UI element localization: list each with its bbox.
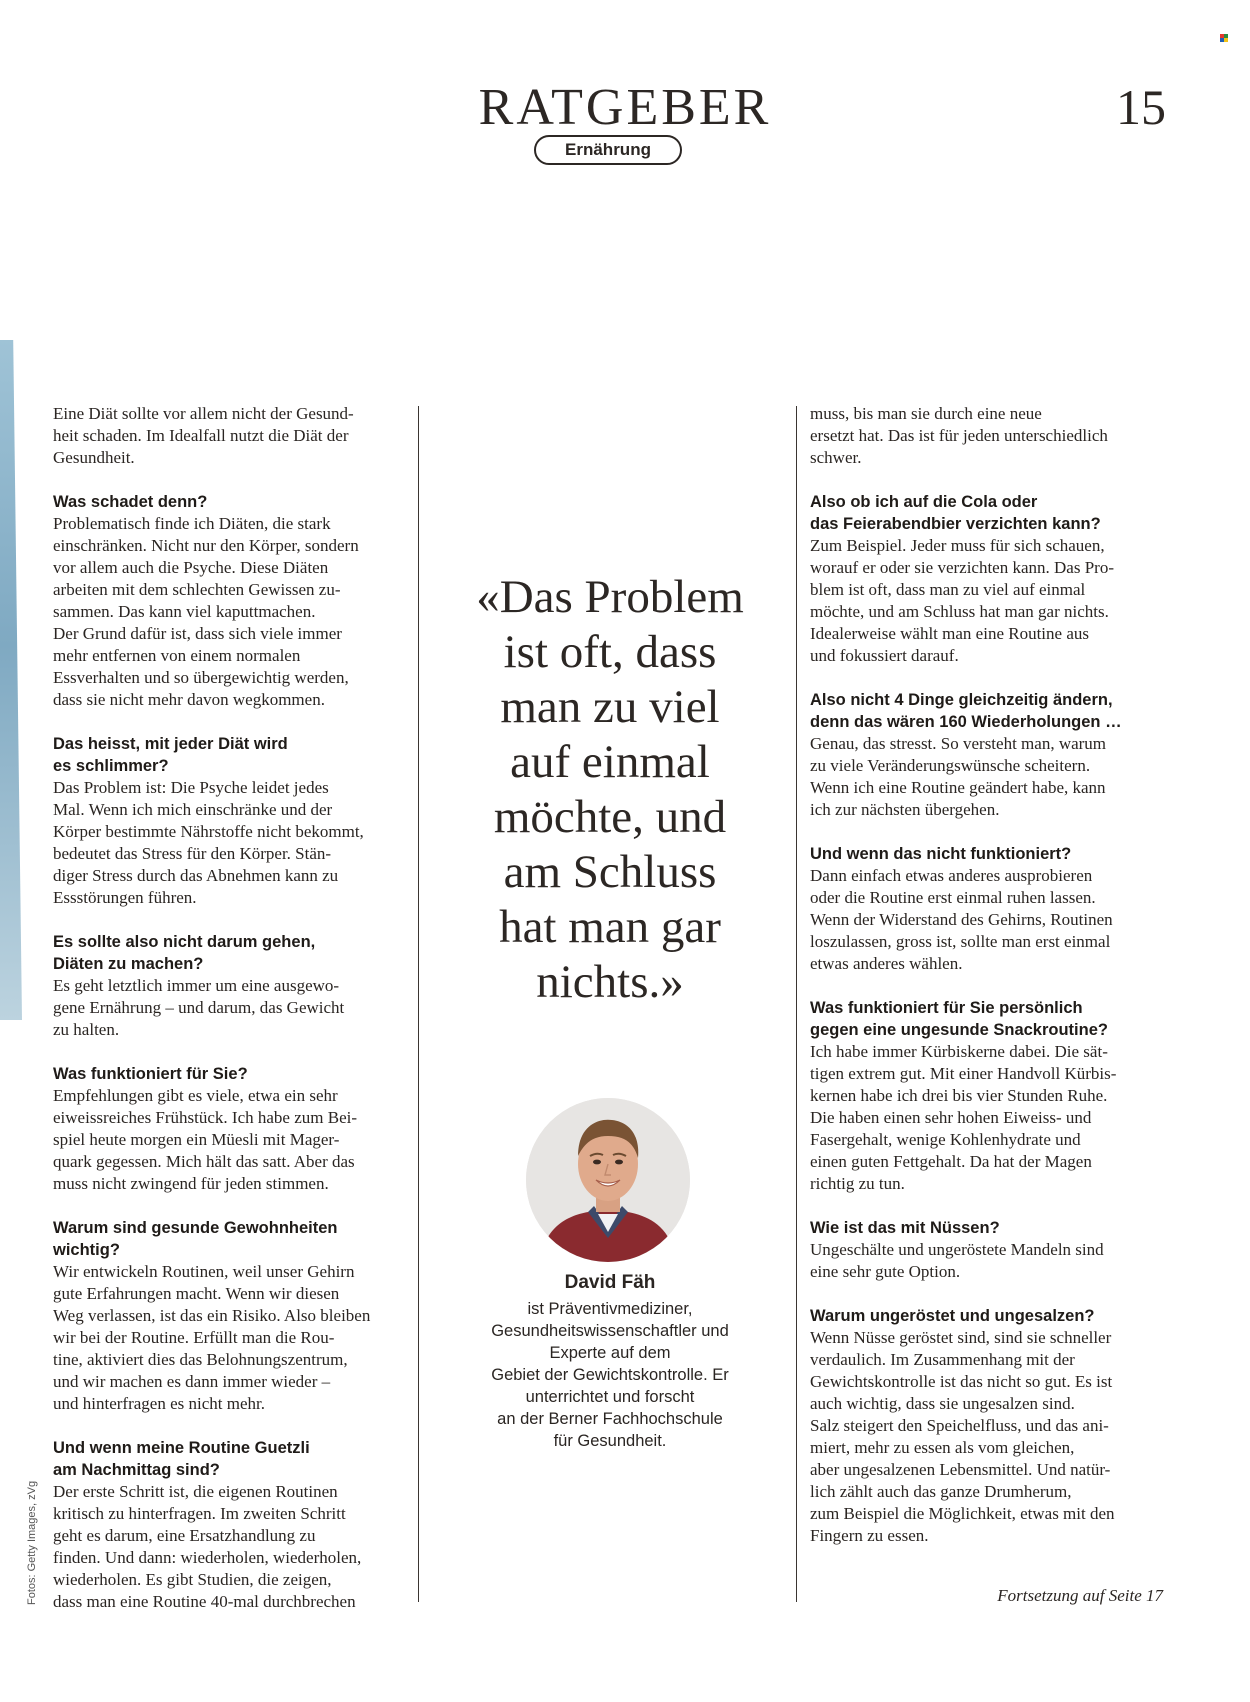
answer-line: Dann einfach etwas anderes ausprobieren — [810, 866, 1093, 885]
expert-bio — [445, 1270, 775, 1452]
question — [810, 689, 1172, 733]
answer — [810, 535, 1172, 667]
answer-line: zum Beispiel die Möglichkeit, etwas mit den — [810, 1504, 1115, 1523]
answer-line: worauf er oder sie verzichten kann. Das Pro- — [810, 558, 1114, 577]
cropped-photo-edge — [0, 340, 22, 1020]
quote-line: möchte, und — [493, 791, 727, 843]
answer-line: einschränken. Nicht nur den Körper, sondern — [53, 536, 359, 555]
answer-line: und fokussiert darauf. — [810, 646, 959, 665]
qa-block — [53, 491, 415, 711]
answer-line: Empfehlungen gibt es viele, etwa ein sehr — [53, 1086, 338, 1105]
question-line: Also nicht 4 Dinge gleichzeitig ändern, — [810, 691, 1113, 709]
answer — [810, 1239, 1172, 1283]
answer-line: Der erste Schritt ist, die eigenen Routinen — [53, 1482, 338, 1501]
answer-line: Das Problem ist: Die Psyche leidet jedes — [53, 778, 329, 797]
section-tag: Ernährung — [534, 135, 682, 165]
answer-line: gute Erfahrungen macht. Wenn wir diesen — [53, 1284, 340, 1303]
print-color-mark — [1220, 34, 1228, 42]
answer-line: miert, mehr zu essen als vom gleichen, — [810, 1438, 1075, 1457]
qa-block — [53, 1217, 415, 1415]
answer-line: richtig zu tun. — [810, 1174, 905, 1193]
bio-line: für Gesundheit. — [553, 1432, 667, 1450]
qa-block — [53, 1063, 415, 1195]
answer-line: Problematisch finde ich Diäten, die stark — [53, 514, 331, 533]
qa-block — [53, 733, 415, 909]
qa-block — [810, 689, 1172, 821]
text-line: Gesundheit. — [53, 448, 135, 467]
answer-line: bedeutet das Stress für den Körper. Stän- — [53, 844, 332, 863]
answer — [810, 733, 1172, 821]
answer-line: Ungeschälte und ungeröstete Mandeln sind — [810, 1240, 1104, 1259]
answer-line: auch wichtig, dass sie ungesalzen sind. — [810, 1394, 1075, 1413]
section-title: RATGEBER — [478, 79, 772, 136]
answer-line: Es geht letztlich immer um eine ausgewo- — [53, 976, 340, 995]
expert-portrait — [526, 1098, 690, 1262]
question — [810, 1217, 1172, 1239]
answer-line: gene Ernährung – und darum, das Gewicht — [53, 998, 345, 1017]
question-line: Und wenn meine Routine Guetzli — [53, 1439, 310, 1457]
quote-line: auf einmal — [510, 736, 710, 788]
question-line: Wie ist das mit Nüssen? — [810, 1219, 1000, 1237]
question-line: Warum ungeröstet und ungesalzen? — [810, 1307, 1095, 1325]
text-line: muss, bis man sie durch eine neue — [810, 404, 1042, 423]
question-line: Also ob ich auf die Cola oder — [810, 493, 1038, 511]
answer-line: etwas anderes wählen. — [810, 954, 963, 973]
answer-line: und hinterfragen es nicht mehr. — [53, 1394, 265, 1413]
answer-line: Essverhalten und so übergewichtig werden, — [53, 668, 349, 687]
bio-line: Experte auf dem — [549, 1344, 671, 1362]
answer-line: Wenn Nüsse geröstet sind, sind sie schneller — [810, 1328, 1112, 1347]
answer-line: vor allem auch die Psyche. Diese Diäten — [53, 558, 329, 577]
bio-line: an der Berner Fachhochschule — [497, 1410, 723, 1428]
answer-line: Mal. Wenn ich mich einschränke und der — [53, 800, 333, 819]
bio-line: unterrichtet und forscht — [525, 1388, 695, 1406]
text-line: ersetzt hat. Das ist für jeden unterschiedlich — [810, 426, 1108, 445]
answer-line: oder die Routine erst einmal ruhen lassen. — [810, 888, 1096, 907]
qa-block — [810, 491, 1172, 667]
quote-line: man zu viel — [500, 681, 720, 733]
answer-line: ich zur nächsten übergehen. — [810, 800, 1000, 819]
answer-line: Der Grund dafür ist, dass sich viele immer — [53, 624, 342, 643]
answer-line: muss nicht zwingend für jeden stimmen. — [53, 1174, 329, 1193]
question — [53, 491, 415, 513]
qa-block — [810, 1305, 1172, 1547]
qa-block — [810, 843, 1172, 975]
answer-line: blem ist oft, dass man zu viel auf einmal — [810, 580, 1086, 599]
answer-line: Wir entwickeln Routinen, weil unser Gehirn — [53, 1262, 355, 1281]
question — [53, 1217, 415, 1261]
answer — [53, 975, 415, 1041]
answer-line: finden. Und dann: wiederholen, wiederholen, — [53, 1548, 362, 1567]
right-text-column — [810, 403, 1172, 1569]
answer-line: Weg verlassen, ist das ein Risiko. Also bleiben — [53, 1306, 371, 1325]
answer-line: zu halten. — [53, 1020, 120, 1039]
qa-block — [53, 931, 415, 1041]
bio-line: ist Präventivmediziner, — [527, 1300, 693, 1318]
answer-line: und wir machen es dann immer wieder – — [53, 1372, 331, 1391]
answer-line: dass man eine Routine 40-mal durchbrechen — [53, 1592, 356, 1611]
answer-line: Körper bestimmte Nährstoffe nicht bekommt, — [53, 822, 364, 841]
quote-line: hat man gar — [499, 901, 721, 953]
quote-line: nichts.» — [536, 956, 684, 1008]
question-line: Was funktioniert für Sie persönlich — [810, 999, 1083, 1017]
expert-name: David Fäh — [564, 1272, 656, 1293]
question-line: Warum sind gesunde Gewohnheiten — [53, 1219, 338, 1237]
question-line: gegen eine ungesunde Snackroutine? — [810, 1021, 1108, 1039]
text-line: Eine Diät sollte vor allem nicht der Gesund- — [53, 404, 354, 423]
answer-line: möchte, und am Schluss hat man gar nichts. — [810, 602, 1109, 621]
portrait-illustration — [526, 1098, 690, 1262]
answer — [810, 1041, 1172, 1195]
bio-line: Gebiet der Gewichtskontrolle. Er — [491, 1366, 729, 1384]
text-line: heit schaden. Im Idealfall nutzt die Diät der — [53, 426, 349, 445]
text-line: schwer. — [810, 448, 862, 467]
question — [810, 1305, 1172, 1327]
answer-line: arbeiten mit dem schlechten Gewissen zu- — [53, 580, 341, 599]
quote-line: am Schluss — [503, 846, 717, 898]
answer-line: Fingern zu essen. — [810, 1526, 929, 1545]
answer-line: einen guten Fettgehalt. Da hat der Magen — [810, 1152, 1092, 1171]
answer-line: Essstörungen führen. — [53, 888, 197, 907]
question — [53, 1063, 415, 1085]
question-line: Es sollte also nicht darum gehen, — [53, 933, 316, 951]
question-line: wichtig? — [53, 1241, 120, 1259]
answer-line: zu viele Veränderungswünsche scheitern. — [810, 756, 1091, 775]
answer-line: dass sie nicht mehr davon wegkommen. — [53, 690, 325, 709]
answer-line: lich zählt auch das ganze Drumherum, — [810, 1482, 1072, 1501]
answer-line: mehr entfernen von einem normalen — [53, 646, 301, 665]
answer — [810, 1327, 1172, 1547]
answer-line: tigen extrem gut. Mit einer Handvoll Kürbis- — [810, 1064, 1117, 1083]
answer — [53, 513, 415, 711]
photo-credit: Fotos: Getty Images, zVg — [26, 1480, 38, 1605]
answer-line: aber ungesalzenen Lebensmittel. Und natür- — [810, 1460, 1111, 1479]
answer-line: sammen. Das kann viel kaputtmachen. — [53, 602, 316, 621]
answer-line: Salz steigert den Speichelfluss, und das ani- — [810, 1416, 1109, 1435]
question-line: das Feierabendbier verzichten kann? — [810, 515, 1101, 533]
answer-line: Ich habe immer Kürbiskerne dabei. Die sät- — [810, 1042, 1108, 1061]
question-line: am Nachmittag sind? — [53, 1461, 220, 1479]
question-line: es schlimmer? — [53, 757, 169, 775]
answer — [53, 1261, 415, 1415]
answer — [53, 1481, 415, 1613]
answer-line: quark gegessen. Mich hält das satt. Aber das — [53, 1152, 355, 1171]
question-line: Diäten zu machen? — [53, 955, 204, 973]
answer-line: verdaulich. Im Zusammenhang mit der — [810, 1350, 1075, 1369]
qa-block — [810, 1217, 1172, 1283]
question — [53, 1437, 415, 1481]
answer-line: loszulassen, gross ist, sollte man erst einmal — [810, 932, 1111, 951]
intro-paragraph — [53, 403, 415, 469]
quote-line: ist oft, dass — [503, 626, 717, 678]
quote-line: «Das Problem — [476, 571, 744, 623]
answer-line: tine, aktiviert dies das Belohnungszentrum, — [53, 1350, 348, 1369]
question — [53, 931, 415, 975]
answer-line: eine sehr gute Option. — [810, 1262, 961, 1281]
answer — [53, 777, 415, 909]
question — [810, 843, 1172, 865]
qa-block — [53, 1437, 415, 1613]
intro-paragraph — [810, 403, 1172, 469]
answer-line: Idealerweise wählt man eine Routine aus — [810, 624, 1089, 643]
bio-line: Gesundheitswissenschaftler und — [491, 1322, 729, 1340]
question-line: Das heisst, mit jeder Diät wird — [53, 735, 288, 753]
answer-line: wiederholen. Es gibt Studien, die zeigen, — [53, 1570, 332, 1589]
answer-line: Fasergehalt, wenige Kohlenhydrate und — [810, 1130, 1081, 1149]
answer-line: spiel heute morgen ein Müesli mit Mager- — [53, 1130, 340, 1149]
answer-line: kritisch zu hinterfragen. Im zweiten Schritt — [53, 1504, 346, 1523]
answer-line: kernen habe ich drei bis vier Stunden Ruhe. — [810, 1086, 1108, 1105]
answer — [810, 865, 1172, 975]
answer-line: Die haben einen sehr hohen Eiweiss- und — [810, 1108, 1092, 1127]
continuation-note: Fortsetzung auf Seite 17 — [997, 1586, 1163, 1605]
question — [810, 491, 1172, 535]
answer-line: geht es darum, eine Ersatzhandlung zu — [53, 1526, 316, 1545]
question — [53, 733, 415, 777]
answer-line: Wenn ich eine Routine geändert habe, kann — [810, 778, 1106, 797]
question-line: Was funktioniert für Sie? — [53, 1065, 248, 1083]
question-line: Was schadet denn? — [53, 493, 208, 511]
answer-line: Genau, das stresst. So versteht man, warum — [810, 734, 1107, 753]
qa-block — [810, 997, 1172, 1195]
pull-quote — [440, 570, 780, 1010]
question-line: Und wenn das nicht funktioniert? — [810, 845, 1072, 863]
expert-description — [445, 1298, 775, 1452]
question — [810, 997, 1172, 1041]
question-line: denn das wären 160 Wiederholungen … — [810, 713, 1122, 731]
answer-line: Gewichtskontrolle ist das nicht so gut. Es ist — [810, 1372, 1113, 1391]
column-divider — [418, 406, 419, 1602]
column-divider — [796, 406, 797, 1602]
left-text-column — [53, 403, 415, 1635]
answer-line: wir bei der Routine. Erfüllt man die Rou- — [53, 1328, 335, 1347]
answer — [53, 1085, 415, 1195]
answer-line: Wenn der Widerstand des Gehirns, Routinen — [810, 910, 1113, 929]
answer-line: eiweissreiches Frühstück. Ich habe zum Bei- — [53, 1108, 358, 1127]
answer-line: Zum Beispiel. Jeder muss für sich schauen, — [810, 536, 1105, 555]
page-number: 15 — [1116, 79, 1166, 135]
answer-line: diger Stress durch das Abnehmen kann zu — [53, 866, 339, 885]
